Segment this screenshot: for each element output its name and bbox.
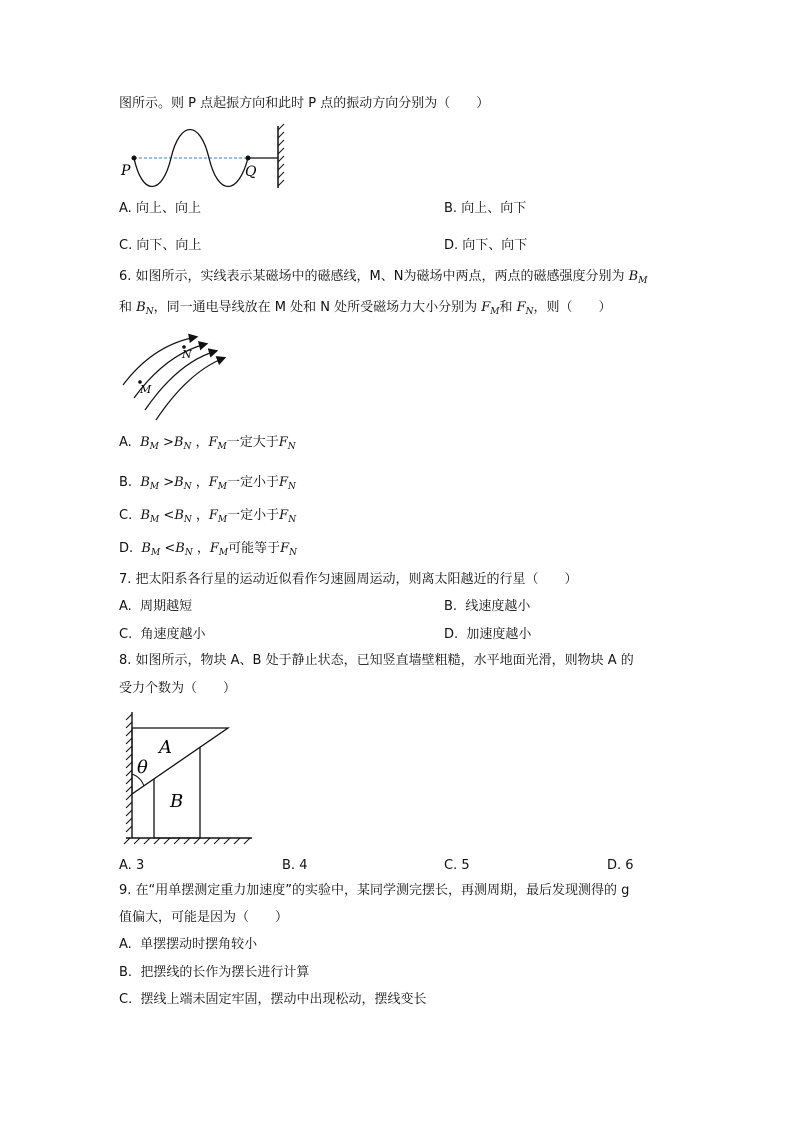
q7-option-b: B. 线速度越小 <box>444 599 531 614</box>
q6-stem-line1: 6. 如图所示，实线表示某磁场中的磁感线，M、N为磁场中两点，两点的磁感强度分别为 $B_M$ <box>119 269 648 286</box>
label-m: M <box>140 383 152 396</box>
q9-option-b: B. 把摆线的长作为摆长进行计算 <box>119 965 310 980</box>
q5-option-c: C. 向下、向上 <box>119 238 202 253</box>
field-line-3 <box>145 351 216 410</box>
magnetic-field-figure <box>118 330 230 422</box>
q8-option-d: D. 6 <box>607 858 634 873</box>
q7-option-a: A. 周期越短 <box>119 599 193 614</box>
q6-option-d: D. $B_M <B_N$ ，$F_M$可能等于$F_N$ <box>119 541 297 558</box>
wall-hatching <box>278 124 284 186</box>
label-theta: θ <box>137 757 148 778</box>
wave-figure <box>118 122 293 190</box>
wall-hatching <box>126 714 132 832</box>
q6-stem-line2: 和 $B_N$，同一通电导线放在 M 处和 N 处所受磁场力大小分别为 $F_M$和 $F_N$，则（ ） <box>119 300 612 317</box>
q6-option-b: B. $B_M >B_N$ ，$F_M$一定小于$F_N$ <box>119 475 296 492</box>
label-n: N <box>182 348 192 361</box>
q5-stem: 图所示。则 P 点起振方向和此时 P 点的振动方向分别为（ ） <box>119 96 490 111</box>
field-line-4 <box>156 358 224 420</box>
q9-option-c: C. 摆线上端未固定牢固，摆动中出现松动，摆线变长 <box>119 992 427 1007</box>
q5-option-a: A. 向上、向上 <box>119 201 201 216</box>
q6-option-c: C. $B_M <B_N$ ，$F_M$一定小于$F_N$ <box>119 508 297 525</box>
q9-option-a: A. 单摆摆动时摆角较小 <box>119 937 258 952</box>
q9-stem-line1: 9. 在“用单摆测定重力加速度”的实验中，某同学测完摆长，再测周期，最后发现测得的 g <box>119 883 630 898</box>
q8-stem-line1: 8. 如图所示，物块 A、B 处于静止状态，已知竖直墙壁粗糙，水平地面光滑，则物块 A 的 <box>119 653 634 668</box>
label-a: A <box>159 737 172 758</box>
point-q <box>246 156 251 161</box>
label-q: Q <box>245 164 257 180</box>
q5-option-d: D. 向下、向下 <box>444 238 528 253</box>
label-p: P <box>121 163 131 179</box>
field-line-1 <box>123 337 196 385</box>
q8-option-c: C. 5 <box>444 858 470 873</box>
q8-stem-line2: 受力个数为（ ） <box>119 681 237 696</box>
q8-option-b: B. 4 <box>282 858 308 873</box>
q7-option-d: D. 加速度越小 <box>444 627 532 642</box>
q7-option-c: C. 角速度越小 <box>119 627 206 642</box>
q7-stem: 7. 把太阳系各行星的运动近似看作匀速圆周运动，则离太阳越近的行星（ ） <box>119 572 578 587</box>
q6-option-a: A. $B_M >B_N$ ，$F_M$一定大于$F_N$ <box>119 435 296 452</box>
blocks-figure <box>118 710 258 846</box>
ground-hatching <box>124 838 250 844</box>
point-p <box>132 156 137 161</box>
q8-option-a: A. 3 <box>119 858 145 873</box>
q5-option-b: B. 向上、向下 <box>444 201 527 216</box>
q9-stem-line2: 值偏大，可能是因为（ ） <box>119 910 289 925</box>
label-b: B <box>170 791 184 812</box>
